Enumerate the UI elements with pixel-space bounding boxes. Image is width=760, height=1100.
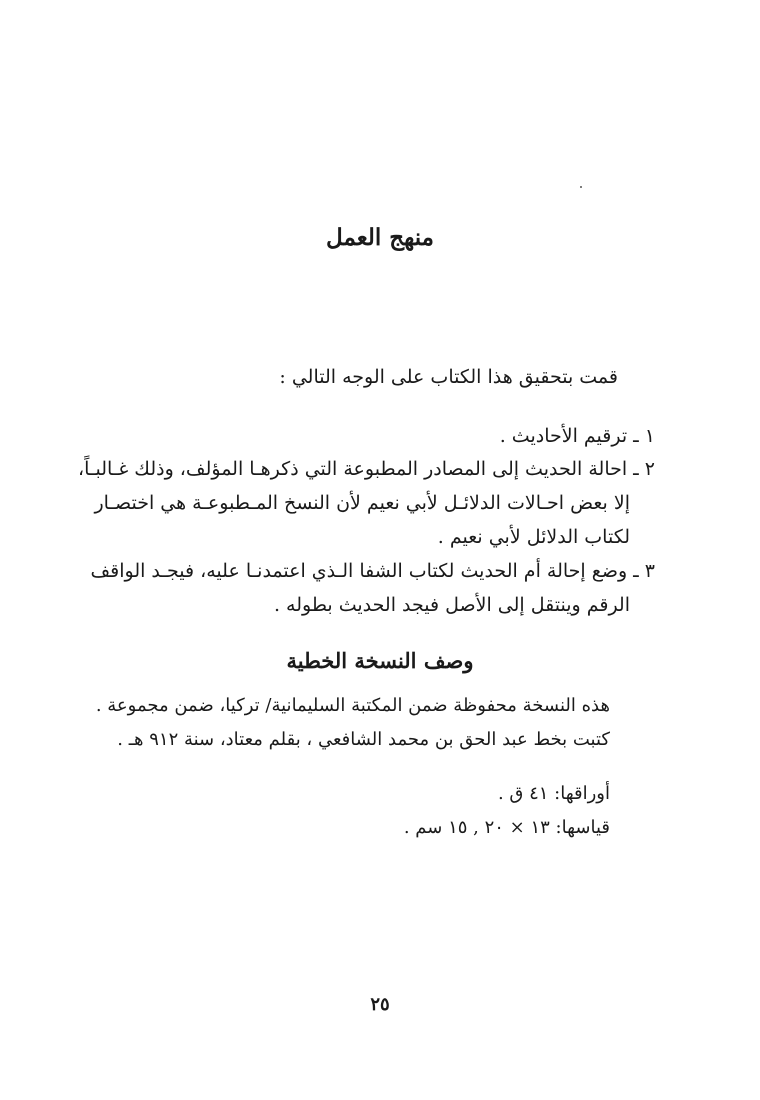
method-item-2: ٢ ـ احالة الحديث إلى المصادر المطبوعة التي ذكرهـا المؤلف، وذلك غـالبـاً، (77, 458, 655, 480)
manuscript-leaves: أوراقها: ٤١ ق . (497, 783, 610, 804)
section-heading: وصف النسخة الخطية (286, 648, 474, 673)
page-number: ٢٥ (370, 994, 390, 1015)
manuscript-description-line-1: هذه النسخة محفوظة ضمن المكتبة السليمانية/ تركيا، ضمن مجموعة . (95, 695, 610, 716)
method-item-3: ٣ ـ وضع إحالة أم الحديث لكتاب الشفا الـذي اعتمدنـا عليه، فيجـد الواقف (90, 560, 655, 582)
page-title: منهج العمل (326, 224, 434, 251)
method-item-2-line-2: إلا بعض احـالات الدلائـل لأبي نعيم لأن النسخ المـطبوعـة هي اختصـار (94, 492, 630, 514)
method-item-1: ١ ـ ترقيم الأحاديث . (499, 425, 655, 447)
scan-speck (580, 186, 582, 188)
intro-paragraph: قمت بتحقيق هذا الكتاب على الوجه التالي : (279, 366, 618, 388)
method-item-2-line-3: لكتاب الدلائل لأبي نعيم . (437, 526, 630, 548)
manuscript-size: قياسها: ١٣ × ٢٠ , ١٥ سم . (403, 817, 610, 838)
manuscript-description-line-2: كتبت بخط عبد الحق بن محمد الشافعي ، بقلم معتاد، سنة ٩١٢ هـ . (117, 729, 610, 750)
method-item-3-line-2: الرقم وينتقل إلى الأصل فيجد الحديث بطوله . (273, 594, 630, 616)
